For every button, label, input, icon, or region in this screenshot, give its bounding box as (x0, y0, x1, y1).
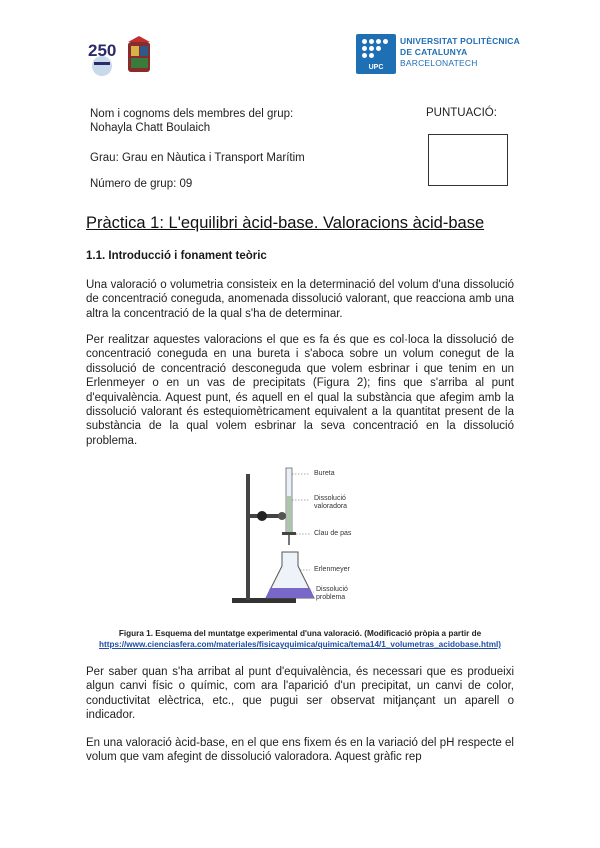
paragraph-1: Una valoració o volumetria consisteix en la determinació del volum d'una dissolució de concentració coneguda, anomenada dissolució valorant, que reacciona amb una altra la concentració de la qual s'ha de determinar. (86, 279, 514, 320)
document-title: Pràctica 1: L'equilibri àcid-base. Valoracions àcid-base (86, 214, 485, 232)
anniversary-logo (84, 36, 154, 82)
anniversary-number: 250 (88, 41, 117, 60)
paragraph-2: Per realitzar aquestes valoracions el que es fa és que es col·loca la dissolució de concentració coneguda en una bureta i s'aboca sobre un volum conegut de la dissolució de concentració desconeguda que volem esbrinar i que tenim en un Erlenmeyer o en un vas de precipitats (Figura 2); fins que s'arriba al punt d'equivalència. Aquest punt, és aquell en el qual la substància que afegim amb la dissolució valorant és estequiomètricament equivalent a la quantitat present de la substància de la qual volem esbrinar la seva concentració en la dissolució problema. (86, 334, 514, 447)
paragraph-4: En una valoració àcid-base, en el que ens fixem és en la variació del pH respecte el volum que vam afegint de dissolució valoradora. Aquest gràfic rep (86, 737, 514, 764)
members-label: Nom i cognoms dels membres del grup: (90, 108, 294, 120)
label-stopcock: Clau de pas (314, 530, 352, 537)
score-box (428, 134, 508, 186)
upc-mark: UPC (356, 34, 396, 74)
university-name: UNIVERSITAT POLITÈCNICA DE CATALUNYA BARCELONATECH (400, 36, 520, 68)
group-number: Número de grup: 09 (90, 178, 193, 190)
titration-figure (222, 466, 382, 616)
score-label: PUNTUACIÓ: (426, 107, 497, 119)
paragraph-3: Per saber quan s'ha arribat al punt d'equivalència, és necessari que es produeixi algun canvi físic o químic, com ara l'aparició d'un precipitat, un canvi de color, conductivitat elèctrica, etc., que pugui ser observat mitjançant un aparell o indicador. (86, 666, 514, 722)
degree-line: Grau: Grau en Nàutica i Transport Marítim (90, 152, 305, 164)
label-erlenmeyer: Erlenmeyer (314, 566, 350, 573)
label-burette: Bureta (314, 470, 335, 477)
upc-logo (356, 34, 526, 76)
caption-text: Figura 1. Esquema del muntatge experimental d'una valoració. (Modificació pròpia a partir de (118, 629, 482, 638)
members-value: Nohayla Chatt Boulaich (90, 122, 211, 134)
label-analyte: Dissolució problema (316, 586, 348, 601)
figure-caption (84, 628, 516, 650)
caption-link[interactable]: https://www.cienciasfera.com/materiales/fisicayquimica/quimica/tema14/1_volumetras_acidobase.html) (99, 640, 501, 649)
label-titrant: Dissolució valoradora (314, 495, 348, 510)
section-heading: 1.1. Introducció i fonament teòric (86, 250, 267, 262)
